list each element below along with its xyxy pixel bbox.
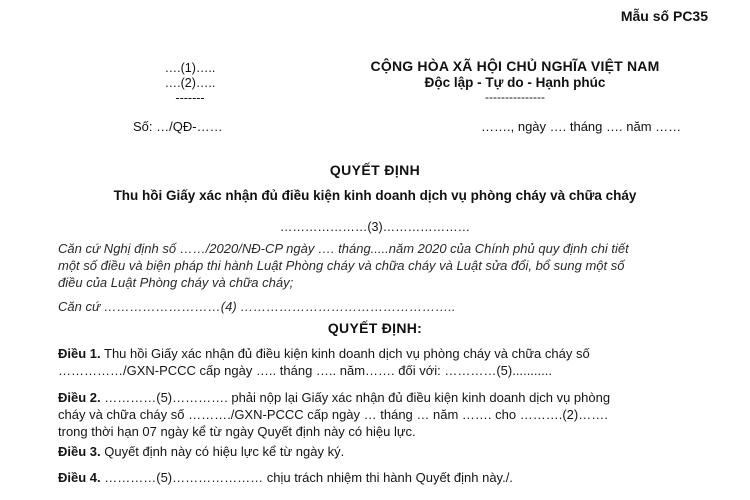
legal-basis-other [58,298,456,315]
article-label: Điều 1. [58,346,101,361]
article-text: …………(5)………………… chịu trách nhiệm thi hành Quyết định này./. [100,470,513,485]
decision-heading: QUYẾT ĐỊNH: [327,320,423,336]
legal-basis [58,240,629,291]
article-2 [58,389,610,440]
motto-rule: --------------- [485,90,545,104]
article-text: …………(5)…………. phải nộp lại Giấy xác nhận đủ điều kiện kinh doanh dịch vụ phòng [100,390,611,405]
article-text: Quyết định này có hiệu lực kể từ ngày ký. [100,444,345,459]
document-date: ……., ngày …. tháng …. năm …… [481,119,682,134]
article-text: cháy và chữa cháy số ………./GXN-PCCC cấp ngày … tháng … năm ……. cho ……….(2)……. [58,407,608,422]
article-label: Điều 2. [58,390,101,405]
article-text: Thu hồi Giấy xác nhận đủ điều kiện kinh doanh dịch vụ phòng cháy và chữa cháy số [100,346,590,361]
article-1 [58,345,590,379]
form-code: Mẫu số PC35 [620,8,708,24]
issuing-agency-superior: ….(1)….. [164,61,216,75]
national-motto: Độc lập - Tự do - Hạnh phúc [424,75,606,90]
issuing-agency: ….(2)….. [164,76,216,90]
article-4 [58,469,513,486]
article-label: Điều 3. [58,444,101,459]
legal-basis-line: Căn cứ Nghị định số ……/2020/NĐ-CP ngày …. tháng.....năm 2020 của Chính phủ quy định chi tiết [58,241,629,256]
legal-basis-line: một số điều và biện pháp thi hành Luật Phòng cháy và chữa cháy và Luật sửa đổi, bổ sung một số [58,258,625,273]
agency-rule: ------- [175,91,205,105]
document-title: QUYẾT ĐỊNH [329,162,421,178]
legal-basis-line: Căn cứ ………………………(4) ………………………………………….. [58,299,456,314]
article-text: trong thời hạn 07 ngày kể từ ngày Quyết định này có hiệu lực. [58,424,416,439]
document-number: Số: …/QĐ-…… [133,119,223,134]
article-text: ……………/GXN-PCCC cấp ngày ….. tháng ….. năm……. đối với: …………(5)........... [58,363,552,378]
article-3 [58,443,344,460]
decision-authority: …………………(3)………………… [279,220,471,234]
nation-name: CỘNG HÒA XÃ HỘI CHỦ NGHĨA VIỆT NAM [370,58,660,74]
document-subtitle: Thu hồi Giấy xác nhận đủ điều kiện kinh doanh dịch vụ phòng cháy và chữa cháy [113,188,637,203]
legal-basis-line: điều của Luật Phòng cháy và chữa cháy; [58,275,294,290]
article-label: Điều 4. [58,470,101,485]
